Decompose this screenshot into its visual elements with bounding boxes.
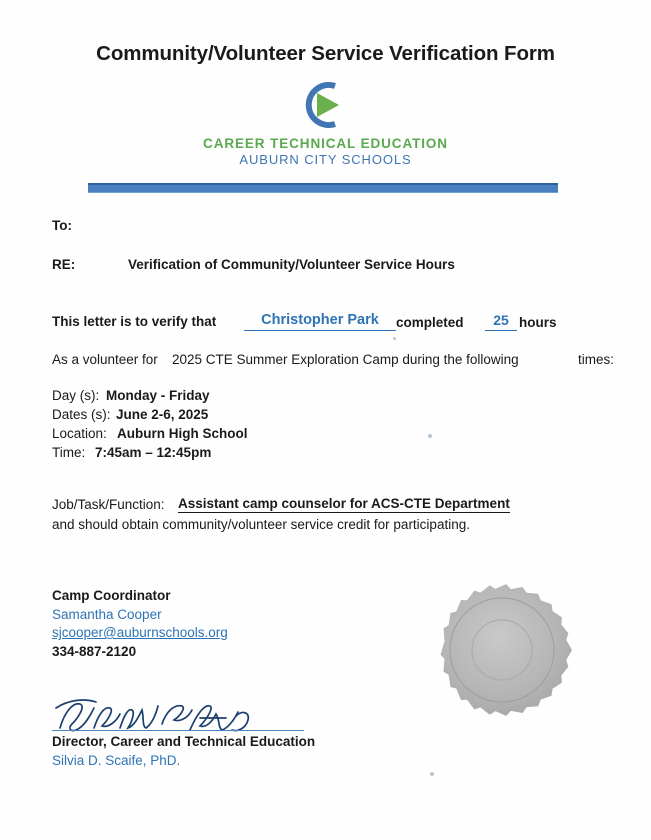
student-name-field: Christopher Park — [244, 312, 396, 331]
coordinator-email-link[interactable]: sjcooper@auburnschools.org — [52, 625, 228, 640]
as-volunteer-prefix: As a volunteer for — [52, 352, 158, 367]
job-function-value: Assistant camp counselor for ACS-CTE Department — [178, 496, 510, 511]
program-name: 2025 CTE Summer Exploration Camp during the following — [172, 352, 519, 367]
logo-text-career-technical-education: CAREER TECHNICAL EDUCATION — [203, 136, 448, 151]
job-function-label: Job/Task/Function: — [52, 497, 165, 512]
to-label: To: — [52, 218, 72, 233]
times-word: times: — [578, 352, 615, 367]
cte-circle-arrow-logo — [289, 80, 363, 130]
hours-field: 25 — [485, 312, 517, 331]
completed-label: completed — [396, 315, 464, 330]
director-title: Director, Career and Technical Education — [52, 734, 316, 749]
scan-speck — [393, 337, 396, 340]
detail-key-day: Day (s): — [52, 388, 100, 403]
verify-prefix-text: This letter is to verify that — [52, 314, 217, 329]
hours-label: hours — [519, 315, 557, 330]
page-title: Community/Volunteer Service Verification Form — [96, 42, 555, 65]
detail-value-time: 7:45am – 12:45pm — [95, 445, 212, 460]
cte-logo-block — [0, 80, 651, 167]
job-trailing-text: and should obtain community/volunteer service credit for participating. — [52, 517, 470, 532]
detail-key-dates: Dates (s): — [52, 407, 111, 422]
embossed-notary-seal — [428, 576, 576, 724]
detail-value-day: Monday - Friday — [106, 388, 210, 403]
coordinator-role: Camp Coordinator — [52, 588, 171, 603]
detail-key-location: Location: — [52, 426, 107, 441]
signature-line — [52, 730, 304, 731]
detail-value-location: Auburn High School — [117, 426, 248, 441]
scan-speck — [430, 772, 434, 776]
coordinator-name: Samantha Cooper — [52, 607, 162, 622]
detail-value-dates: June 2-6, 2025 — [116, 407, 209, 422]
re-label: RE: — [52, 257, 76, 272]
re-value: Verification of Community/Volunteer Service Hours — [128, 257, 455, 272]
scan-speck — [428, 434, 432, 438]
logo-text-auburn-city-schools: AUBURN CITY SCHOOLS — [239, 152, 412, 167]
blue-divider-bar — [88, 183, 558, 193]
detail-key-time: Time: — [52, 445, 86, 460]
director-name: Silvia D. Scaife, PhD. — [52, 753, 181, 768]
coordinator-phone: 334-887-2120 — [52, 644, 137, 659]
